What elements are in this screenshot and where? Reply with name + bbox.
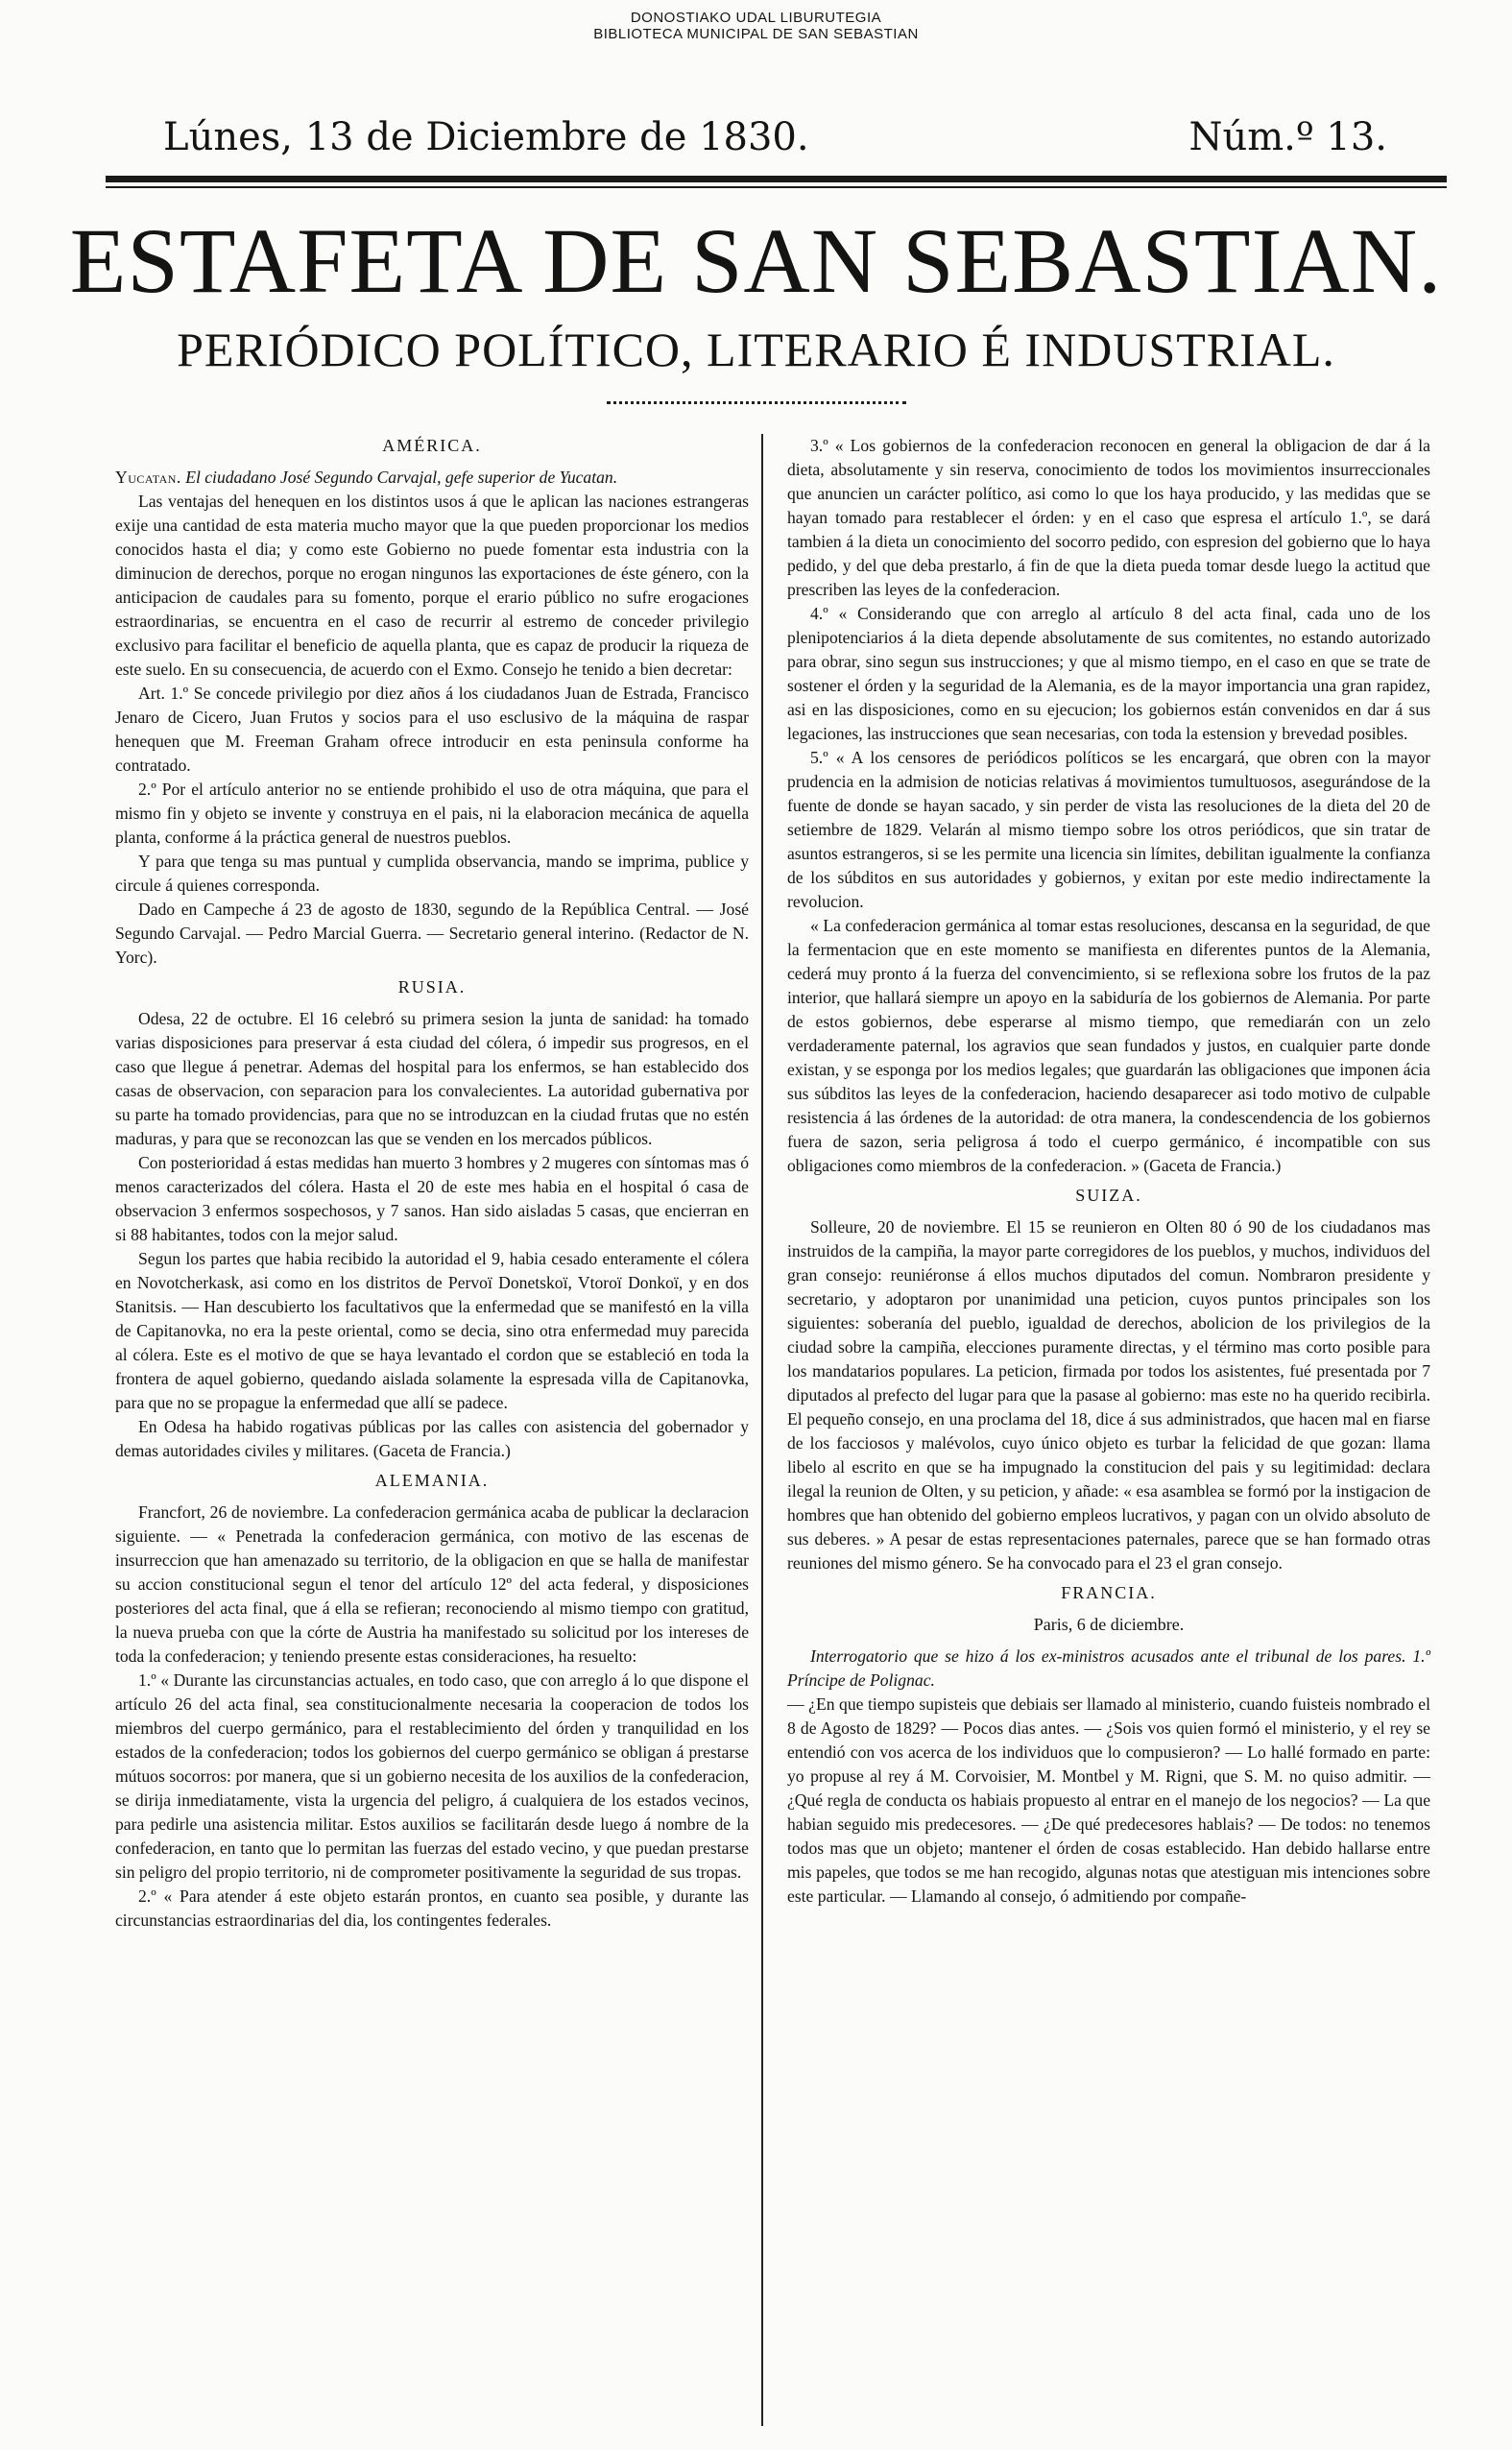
right-column bbox=[787, 434, 1430, 1909]
america-article-2: 2.º Por el artículo anterior no se entiende prohibido el uso de otra máquina, que para el mismo fin y objeto se invente y construya en el pais, ni la elaboracion mecánica de aquella planta, conforme á la práctica general de nuestros pueblos. bbox=[115, 780, 749, 847]
issue-number: Núm.º 13. bbox=[1188, 115, 1387, 159]
left-column bbox=[115, 434, 749, 1933]
alemania-paragraph: 2.º « Para atender á este objeto estarán prontos, en cuanto sea posible, y durante las circunstancias estraordinarias del dia, los contingentes federales. bbox=[115, 1886, 749, 1930]
america-paragraph: Las ventajas del henequen en los distintos usos á que le aplican las naciones estrangeras exije una cantidad de esta materia mucho mayor que la que pueden proporcionar los medios conocidos hasta el dia; y como este Gobierno no puede fomentar esta industria con la diminucion de derechos, porque no erogan ningunos las exportaciones de éste género, con la anticipacion de caudales para su fomento, porque el erario público no sufre erogaciones estraordinarias, se encuentra en el caso de recurrir al estremo de conceder privilegio exclusivo para facilitar el beneficio de aquella planta, que es capaz de producir la riqueza de este suelo. En su consecuencia, de acuerdo con el Exmo. Consejo he tenido a bien decretar: bbox=[115, 492, 749, 679]
section-heading-francia: FRANCIA. bbox=[1061, 1583, 1157, 1602]
alemania-conclusion: « La confederacion germánica al tomar estas resoluciones, descansa en la seguridad, de que la fermentacion que en este momento se manifiesta en diferentes puntos de la Alemania, cederá muy pronto á la fuerza del convencimiento, si se reflexiona sobre los frutos de la paz interior, que hallará siempre un apoyo en la sabiduría de los gobiernos de Alemania. Por parte de estos gobiernos, debe esperarse al mismo tiempo, que remediarán con un zelo verdaderamente paternal, los agravios que sean fundados y justos, en cualquier parte donde existan, y se esponga por los medios legales; que guardarán las obligaciones que imponen ácia sus súbditos las leyes de la confederacion, haciendo desaparecer asi todo motivo de culpable resistencia á las órdenes de la autoridad: de otra manera, la condescendencia de los gobiernos fuera de sazon, seria peligrosa á todo el cuerpo germánico, é incompatible con sus obligaciones como miembros de la confederacion. » (Gaceta de Francia.) bbox=[787, 916, 1430, 1175]
rusia-paragraph: En Odesa ha habido rogativas públicas por las calles con asistencia del gobernador y demas autoridades civiles y militares. (Gaceta de Francia.) bbox=[115, 1417, 749, 1460]
ornament-divider bbox=[607, 396, 906, 404]
america-place: Yucatan. bbox=[115, 468, 181, 487]
alemania-article-4: 4.º « Considerando que con arreglo al artículo 8 del acta final, cada uno de los plenipotenciarios á la dieta depende absolutamente de sus comitentes, no estando autorizado para obrar, sino segun sus instrucciones; y que al mismo tiempo, en el caso en que se trate de sostener el órden y la seguridad de la Alemania, es de la mayor importancia una gran rapidez, asi en las disposiciones, como en su ejecucion; los gobiernos están convenidos en dar á sus legaciones, las instrucciones que sean necesarias, con toda la estension y brevedad posibles. bbox=[787, 604, 1430, 743]
alemania-paragraph: 1.º « Durante las circunstancias actuales, en todo caso, que con arreglo á lo que dispone el artículo 26 del acta final, sea constitucionalmente necesaria la cooperacion de todos los miembros del cuerpo germánico, para el restablecimiento del órden y tranquilidad en los estados de la confederacion; todos los gobiernos del cuerpo germánico se obligan á prestarse mútuos socorros: por manera, que si un gobierno necesita de los auxilios de la confederacion, se dirija inmediatamente, vista la urgencia del peligro, á cualquiera de los estados vecinos, para pedirle una asistencia militar. Estos auxilios se facilitarán desde luego á nombre de la confederacion, en tanto que lo permitan las fuerzas del estado vecino, y que puedan prestarse sin peligro del propio territorio, ni de comprometer positivamente la seguridad de sus tropas. bbox=[115, 1670, 749, 1882]
header-rule-thick bbox=[106, 176, 1447, 182]
america-article-1: Art. 1.º Se concede privilegio por diez años á los ciudadanos Juan de Estrada, Francisco Jenaro de Cicero, Juan Frutos y socios para el uso esclusivo de la máquina de raspar henequen que M. Freeman Graham ofrece introducir en esta peninsula conforme ha contratado. bbox=[115, 684, 749, 775]
alemania-article-5: 5.º « A los censores de periódicos políticos se les encargará, que obren con la mayor prudencia en la admision de noticias relativas á movimientos tumultuosos, asegurándose de la fuente de donde se hayan sacado, y sin perder de vista las resoluciones de la dieta del 20 de setiembre de 1829. Velarán al mismo tiempo sobre los otros periódicos, que sin tratar de asuntos estrangeros, si se les permite una licencia sin límites, debilitan igualmente la confianza de los súbditos en sus autoridades y gobiernos, y exitan por este medio indirectamente la revolucion. bbox=[787, 748, 1430, 911]
section-heading-rusia: RUSIA. bbox=[397, 977, 467, 997]
header-rule-thin bbox=[106, 186, 1447, 188]
francia-dateline: Paris, 6 de diciembre. bbox=[1033, 1615, 1185, 1634]
archive-line-2: BIBLIOTECA MUNICIPAL DE SAN SEBASTIAN bbox=[593, 26, 919, 42]
rusia-paragraph: Segun los partes que habia recibido la autoridad el 9, habia cesado enteramente el cólera en Novotcherkask, asi como en los distritos de Pervoï Donetskoï, Vtoroï Donkoï, y en dos Stanitsis. — Han descubierto los facultativos que la enfermedad que se manifestó en la villa de Capitanovka, no era la peste oriental, como se decia, sino otra enfermedad muy parecida al cólera. Este es el motivo de que se haya levantado el cordon que se estableció en toda la frontera de aquel gobierno, quedando aislada solamente la espresada villa de Capitanovka, para que no se propague la enfermedad que allí se padece. bbox=[115, 1249, 749, 1412]
archive-line-1: DONOSTIAKO UDAL LIBURUTEGIA bbox=[630, 10, 882, 26]
masthead-title: ESTAFETA DE SAN SEBASTIAN. bbox=[69, 209, 1443, 312]
america-paragraph: Y para que tenga su mas puntual y cumplida observancia, mando se imprima, publice y circule á quienes corresponda. bbox=[115, 852, 749, 895]
francia-interrogatory: — ¿En que tiempo supisteis que debiais ser llamado al ministerio, cuando fuisteis nombrado el 8 de Agosto de 1829? — Pocos dias antes. — ¿Sois vos quien formó el ministerio, y el rey se entendió con vos acerca de los individuos que lo compusieron? — Lo hallé formado en parte: yo propuse al rey á M. Corvoisier, M. Montbel y M. Rigni, que S. M. no quiso admitir. — ¿Qué regla de conducta os habiais propuesto al entrar en el manejo de los negocios? — La que habian seguido mis predecesores. — ¿De qué predecesores hablais? — De todos: no tenemos todos mas que un objeto; mantener el órden de cosas establecido. Han debido hallarse entre mis papeles, que todos se me han recogido, algunas notas que atestiguan mis intenciones sobre este particular. — Llamando al consejo, ó admitiendo por compañe- bbox=[787, 1694, 1430, 1906]
section-heading-america: AMÉRICA. bbox=[382, 436, 482, 455]
column-divider bbox=[761, 434, 763, 2426]
alemania-paragraph: Francfort, 26 de noviembre. La confederacion germánica acaba de publicar la declaracion siguiente. — « Penetrada la confederacion germánica, con motivo de las escenas de insurreccion que han amenazado su territorio, de la obligacion en que se halla de manifestar su accion constitucional segun el tenor del artículo 12º del acta federal, y disposiciones posteriores del acta final, que á ella se refieran; reconociendo al mismo tiempo con gratitud, la nueva prueba con que la córte de Austria ha manifestado su solicitud por los intereses de toda la confederacion; y teniendo presente estas consideraciones, ha resuelto: bbox=[115, 1502, 749, 1666]
issue-date: Lúnes, 13 de Diciembre de 1830. bbox=[163, 115, 809, 159]
masthead-subtitle: PERIÓDICO POLÍTICO, LITERARIO É INDUSTRIAL. bbox=[177, 323, 1335, 376]
archive-stamp bbox=[0, 10, 1512, 42]
rusia-paragraph: Odesa, 22 de octubre. El 16 celebró su primera sesion la junta de sanidad: ha tomado varias disposiciones para preservar á esta ciudad del cólera, ó impedir sus progresos, en el caso que llegue á penetrar. Ademas del hospital para los enfermos, se han establecido dos casas de observacion, con separacion para los convalecientes. La autoridad gubernativa por su parte ha tomado providencias, para que no se introduzcan en la ciudad frutas que no estén maduras, y para que se reconozcan las que se venden en los mercados públicos. bbox=[115, 1009, 749, 1148]
section-heading-alemania: ALEMANIA. bbox=[374, 1471, 490, 1490]
francia-intro: Interrogatorio que se hizo á los ex-ministros acusados ante el tribunal de los pares. 1.º Príncipe de Polignac. bbox=[787, 1646, 1430, 1690]
america-signature: Dado en Campeche á 23 de agosto de 1830, segundo de la República Central. — José Segundo Carvajal. — Pedro Marcial Guerra. — Secretario general interino. (Redactor de N. Yorc). bbox=[115, 900, 749, 967]
america-dateline bbox=[115, 466, 749, 490]
alemania-article-3: 3.º « Los gobiernos de la confederacion reconocen en general la obligacion de dar á la dieta, absolutamente y sin reserva, conocimiento de todos los movimientos insurreccionales que anuncien un carácter político, asi como lo que los haya producido, y las medidas que se hayan tomado para restablecer el órden: y en el caso que espresa el artículo 1.º, se dará tambien á la dieta un conocimiento del socorro pedido, con espresion del gobierno que lo haya pedido, y del que deba prestarlo, á fin de que la dieta pueda tomar desde luego la actitud que prescriben las leyes de la confederacion. bbox=[787, 436, 1430, 599]
section-heading-suiza: SUIZA. bbox=[1075, 1186, 1142, 1205]
america-byline: El ciudadano José Segundo Carvajal, gefe superior de Yucatan. bbox=[185, 468, 618, 487]
rusia-paragraph: Con posterioridad á estas medidas han muerto 3 hombres y 2 mugeres con síntomas mas ó menos caracterizados del cólera. Hasta el 20 de este mes habia en el hospital ó casa de observacion 3 enfermos sospechosos, y 7 sanos. Han sido aisladas 5 casas, que encierran en si 88 habitantes, todos con la mejor salud. bbox=[115, 1153, 749, 1244]
dateline bbox=[163, 115, 1387, 165]
suiza-paragraph: Solleure, 20 de noviembre. El 15 se reunieron en Olten 80 ó 90 de los ciudadanos mas instruidos de la campiña, la mayor parte corregidores de los pueblos, y muchos, individuos del gran consejo: reuniéronse á ellos muchos diputados del comun. Nombraron presidente y secretario, y adoptaron por unanimidad una peticion, cuyos puntos principales son los siguientes: soberanía del pueblo, igualdad de derechos, abolicion de los privilegios de la ciudad sobre la campiña, elecciones puramente directas, y el término mas corto posible para los mandatarios populares. La peticion, firmada por todos los asistentes, fué presentada por 7 diputados al prefecto del lugar para que la pasase al gobierno: mas este no ha querido recibirla. El pequeño consejo, en una proclama del 18, dice á sus administrados, que hacen mal en fiarse de los facciosos y malévolos, cuyo único objeto es turbar la felicidad de que gozan: llama libelo al escrito en que se ha impugnado la constitucion del pais y su legitimidad: declara ilegal la reunion de Olten, y su peticion, y añade: « esa asamblea se formó por la instigacion de hombres que han obtenido del gobierno empleos lucrativos, y pagan con un olvido absoluto de sus deberes. » A pesar de estas representaciones paternales, parece que se han formado otras reuniones del mismo género. Se ha convocado para el 23 el gran consejo. bbox=[787, 1217, 1430, 1573]
